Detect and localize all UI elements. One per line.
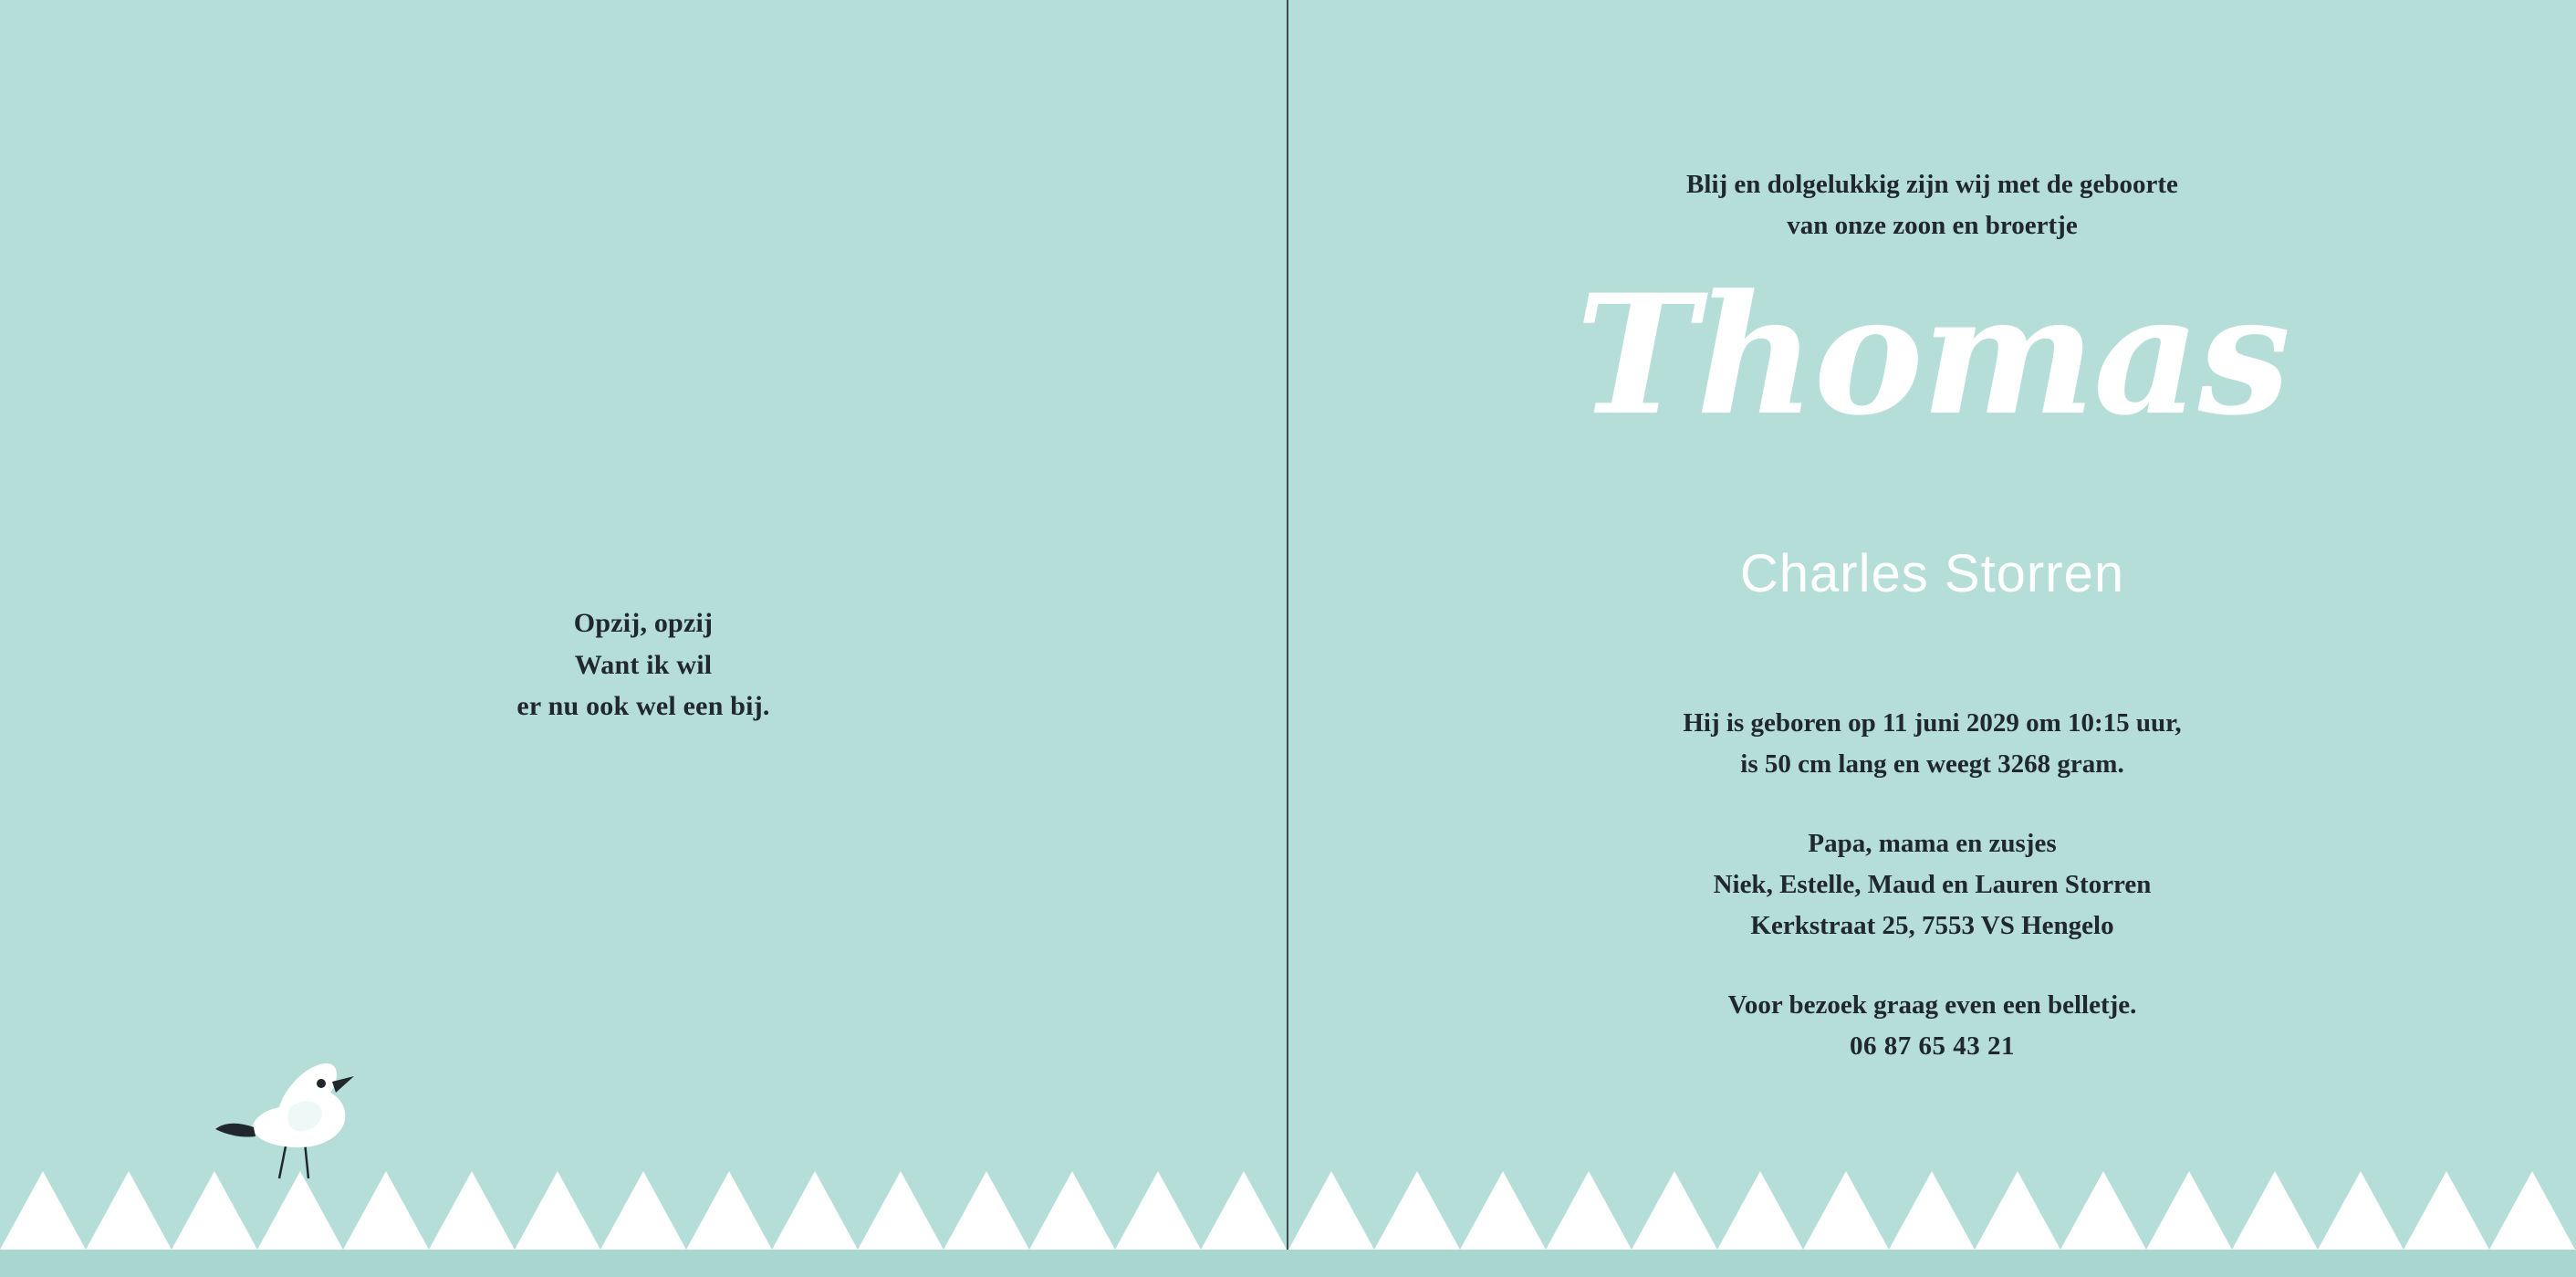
family-line-2: Niek, Estelle, Maud en Lauren Storren	[1713, 869, 2152, 899]
verse-text	[0, 602, 1287, 727]
left-panel	[0, 0, 1287, 1277]
birth-details	[1288, 703, 2576, 785]
bird-icon	[203, 1043, 394, 1189]
phone-number: 06 87 65 43 21	[1850, 1031, 2015, 1061]
verse-line-1: Opzij, opzij	[573, 608, 714, 638]
baby-first-name: Thomas	[1575, 259, 2289, 452]
visit-note: Voor bezoek graag even een belletje.	[1727, 989, 2137, 1020]
visit-details	[1288, 985, 2576, 1067]
birth-details-line-2: is 50 cm lang en weegt 3268 gram.	[1740, 748, 2124, 779]
fold-line	[1287, 0, 1288, 1277]
intro-text	[1288, 164, 2576, 246]
zigzag-border	[0, 1171, 2576, 1250]
family-details	[1288, 823, 2576, 947]
family-address: Kerkstraat 25, 7553 VS Hengelo	[1750, 910, 2114, 940]
right-panel	[1288, 0, 2576, 1277]
family-line-1: Papa, mama en zusjes	[1808, 828, 2057, 858]
verse-line-3: er nu ook wel een bij.	[516, 691, 770, 722]
intro-line-2: van onze zoon en broertje	[1787, 210, 2078, 240]
intro-line-1: Blij en dolgelukkig zijn wij met de geboorte	[1686, 170, 2178, 199]
bottom-band	[0, 1250, 2576, 1277]
baby-full-name: Charles Storren	[1739, 544, 2125, 603]
details-text	[1288, 703, 2576, 1067]
birth-details-line-1: Hij is geboren op 11 juni 2029 om 10:15 uur,	[1683, 708, 2182, 738]
verse-line-2: Want ik wil	[574, 649, 713, 680]
